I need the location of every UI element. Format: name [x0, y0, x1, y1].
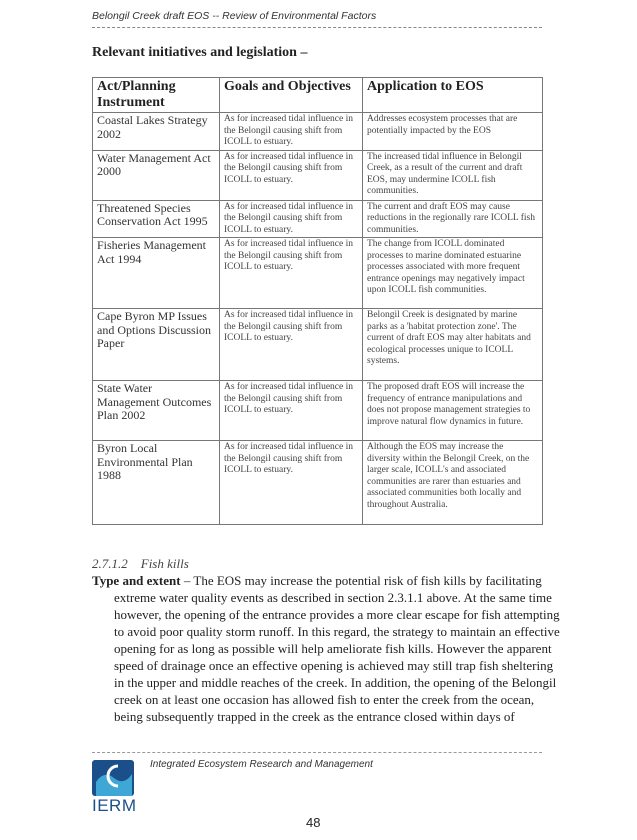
act-cell: Coastal Lakes Strategy 2002: [93, 113, 220, 151]
application-cell: The current and draft EOS may cause reductions in the regionally rare ICOLL fish communities.: [363, 200, 543, 238]
application-cell: The proposed draft EOS will increase the frequency of entrance manipulations and does not propose management strategies to improve natural flow dynamics in future.: [363, 381, 543, 441]
table-row: [93, 238, 543, 309]
goals-cell: As for increased tidal influence in the Belongil causing shift from ICOLL to estuary.: [220, 200, 363, 238]
act-cell: Cape Byron MP Issues and Options Discussion Paper: [93, 309, 220, 381]
ierm-logo-icon: [92, 760, 134, 796]
table-row: [93, 309, 543, 381]
header-divider: [92, 27, 542, 28]
running-header: Belongil Creek draft EOS -- Review of Environmental Factors: [92, 10, 377, 22]
application-cell: The change from ICOLL dominated processes to marine dominated estuarine processes associated with more frequent entrance openings may negatively impact upon ICOLL fish communities.: [363, 238, 543, 309]
act-cell: Water Management Act 2000: [93, 150, 220, 200]
table-row: [93, 200, 543, 238]
act-cell: Fisheries Management Act 1994: [93, 238, 220, 309]
paragraph-lead: Type and extent: [92, 573, 181, 588]
table-row: [93, 150, 543, 200]
goals-cell: As for increased tidal influence in the Belongil causing shift from ICOLL to estuary.: [220, 238, 363, 309]
goals-cell: As for increased tidal influence in the Belongil causing shift from ICOLL to estuary.: [220, 381, 363, 441]
footer-organisation: Integrated Ecosystem Research and Management: [150, 759, 373, 770]
page-number: 48: [306, 815, 321, 830]
act-cell: Threatened Species Conservation Act 1995: [93, 200, 220, 238]
act-cell: Byron Local Environmental Plan 1988: [93, 441, 220, 525]
application-cell: Belongil Creek is designated by marine parks as a 'habitat protection zone'. The current of draft EOS may alter habitats and ecological processes unique to ICOLL systems.: [363, 309, 543, 381]
column-header-act: Act/Planning Instrument: [93, 78, 220, 113]
table-row: [93, 381, 543, 441]
section-title: Relevant initiatives and legislation –: [92, 45, 308, 60]
application-cell: Although the EOS may increase the diversity within the Belongil Creek, on the larger scale, ICOLL's and associated communities are rarer than estuaries and associated communities both locally and throughout Australia.: [363, 441, 543, 525]
application-cell: The increased tidal influence in Belongil Creek, as a result of the current and draft EOS, may undermine ICOLL fish communities.: [363, 150, 543, 200]
subsection-title: Fish kills: [140, 556, 189, 571]
goals-cell: As for increased tidal influence in the Belongil causing shift from ICOLL to estuary.: [220, 309, 363, 381]
subsection-heading: [92, 556, 189, 572]
paragraph-text: – The EOS may increase the potential risk of fish kills by facilitating extreme water quality events as described in section 2.3.1.1 above. At the same time however, the opening of the entrance provides a more clear escape for fish attempting to avoid poor quality storm runoff. In this regard, the strategy to maintain an effective opening for as long as possible will help ameliorate fish kills. However the apparent speed of drainage once an effective opening is achieved may still trap fish sheltering in the upper and middle reaches of the creek. In addition, the opening of the Belongil creek on at least one occasion has allowed fish to enter the creek from the ocean, being subsequently trapped in the creek as the entrance closed within days of: [114, 573, 560, 724]
logo-wordmark: IERM: [92, 796, 137, 815]
body-paragraph: [92, 572, 566, 725]
footer-divider: [92, 752, 542, 753]
table-row: [93, 113, 543, 151]
goals-cell: As for increased tidal influence in the Belongil causing shift from ICOLL to estuary.: [220, 441, 363, 525]
legislation-table: [92, 77, 543, 525]
subsection-number: 2.7.1.2: [92, 556, 128, 571]
goals-cell: As for increased tidal influence in the Belongil causing shift from ICOLL to estuary.: [220, 113, 363, 151]
act-cell: State Water Management Outcomes Plan 2002: [93, 381, 220, 441]
goals-cell: As for increased tidal influence in the Belongil causing shift from ICOLL to estuary.: [220, 150, 363, 200]
table-row: [93, 441, 543, 525]
application-cell: Addresses ecosystem processes that are potentially impacted by the EOS: [363, 113, 543, 151]
column-header-goals: Goals and Objectives: [220, 78, 363, 113]
table-header-row: [93, 78, 543, 113]
column-header-application: Application to EOS: [363, 78, 543, 113]
